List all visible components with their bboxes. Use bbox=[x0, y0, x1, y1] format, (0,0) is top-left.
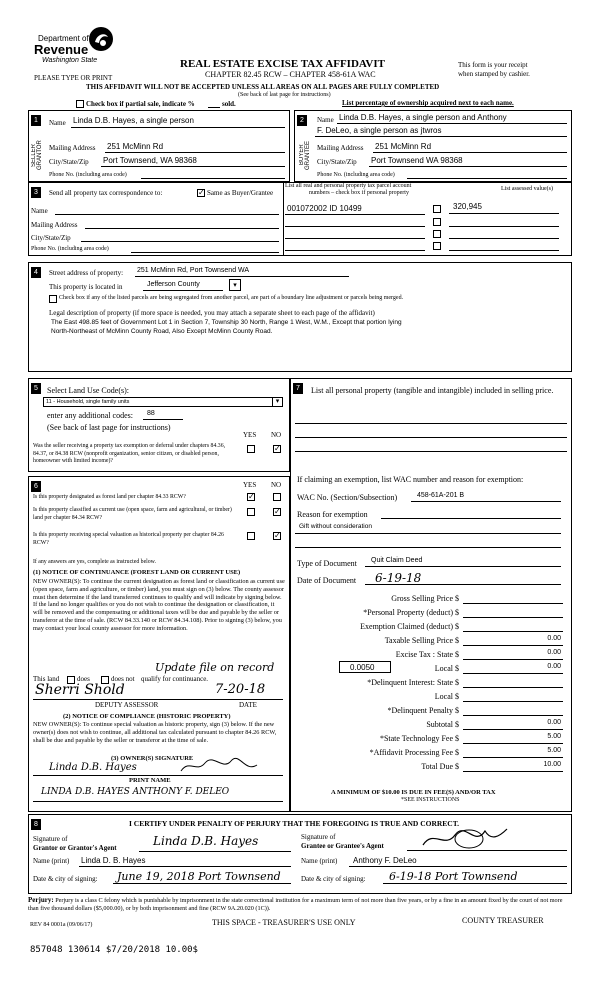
historic-yes-checkbox[interactable] bbox=[247, 532, 255, 540]
s3-mailing-label: Mailing Address bbox=[31, 221, 78, 229]
grantor-agent-label: Grantor or Grantor's Agent bbox=[33, 844, 117, 852]
buyer-name-1[interactable]: Linda D.B. Hayes, a single person and Anthony bbox=[339, 113, 507, 122]
fee-value[interactable]: 5.00 bbox=[547, 747, 561, 754]
fee-label: Subtotal $ bbox=[426, 720, 459, 729]
see-back-note: (See back of last page for instructions) bbox=[238, 92, 331, 98]
land-use-label: Select Land Use Code(s): bbox=[47, 386, 129, 395]
form-warning: THIS AFFIDAVIT WILL NOT BE ACCEPTED UNLESS ALL AREAS ON ALL PAGES ARE FULLY COMPLETED bbox=[86, 83, 440, 91]
partial-sale-label: Check box if partial sale, indicate % bbox=[86, 100, 195, 108]
legal-label: Legal description of property (if more space is needed, you may attach a separate sheet to each page of the affidavit) bbox=[49, 309, 375, 317]
minimum-due-note: A MINIMUM OF $10.00 IS DUE IN FEE(S) AND/OR TAX bbox=[331, 789, 496, 796]
fee-label: *Delinquent Interest: State $ bbox=[367, 678, 459, 687]
grantee-date-city[interactable]: 6-19-18 Port Townsend bbox=[389, 870, 518, 883]
fee-value[interactable]: 0.00 bbox=[547, 649, 561, 656]
doc-type[interactable]: Quit Claim Deed bbox=[371, 557, 423, 564]
send-correspondence-label: Send all property tax correspondence to: bbox=[49, 189, 163, 197]
revenue-swirl-icon bbox=[88, 26, 114, 52]
section-number: 5 bbox=[31, 383, 41, 394]
grantee-name[interactable]: Anthony F. DeLeo bbox=[353, 856, 417, 865]
section-number: 1 bbox=[31, 115, 41, 126]
section-5-land-use bbox=[28, 378, 290, 472]
assessed-value[interactable]: 320,945 bbox=[453, 202, 482, 211]
forest-question: Is this property designated as forest land per chapter 84.33 RCW? bbox=[33, 494, 186, 500]
parcel-number[interactable]: 001072002 ID 10499 bbox=[287, 204, 362, 213]
form-title: REAL ESTATE EXCISE TAX AFFIDAVIT bbox=[180, 58, 385, 70]
forest-no-checkbox[interactable] bbox=[273, 493, 281, 501]
fee-value[interactable]: 0.00 bbox=[547, 635, 561, 642]
assessed-header: List assessed value(s) bbox=[501, 186, 553, 192]
deputy-date: 7-20-18 bbox=[215, 682, 266, 697]
grantor-date-label: Date & city of signing: bbox=[33, 875, 98, 883]
forest-yes-checkbox[interactable]: ✓ bbox=[248, 492, 255, 501]
legal-line-2[interactable]: North-Northeast of McMinn County Road, Also Except McMinn County Road. bbox=[51, 328, 273, 335]
section-7-exemption-fees bbox=[290, 378, 572, 812]
buyer-name-2[interactable]: F. DeLeo, a single person as jtwros bbox=[317, 126, 442, 135]
wac-label: WAC No. (Section/Subsection) bbox=[297, 493, 398, 502]
additional-codes[interactable]: 88 bbox=[147, 410, 155, 417]
seller-mailing-label: Mailing Address bbox=[49, 144, 96, 152]
grantee-date-label: Date & city of signing: bbox=[301, 875, 366, 883]
fee-label: Local $ bbox=[434, 664, 459, 673]
buyer-mailing-label: Mailing Address bbox=[317, 144, 364, 152]
buyer-mailing[interactable]: 251 McMinn Rd bbox=[375, 142, 432, 151]
personal-property-checkbox-2[interactable] bbox=[433, 218, 441, 226]
segregate-checkbox[interactable] bbox=[49, 295, 57, 303]
section-4-property bbox=[28, 262, 572, 372]
notice1-text: NEW OWNER(S): To continue the current designation as forest land or classification as current use (open space, farm and agriculture, or timber) land, you must sign on (3) below. The county assessor must then determine if the land transferred continues to qualify and will indicate by signing below. If the land no longer qualifies or you do not wish to continue the designation or classification, it will be removed and the compensating or additional taxes will be due and payable by the seller or transferor at the time of sale. (RCW 84.33.140 or RCW 84.34.108). Prior to signing (3) below, you may contact your local county assessor for more information. bbox=[33, 578, 285, 632]
handwritten-note: Update file on record bbox=[155, 661, 275, 674]
wac-number[interactable]: 458-61A-201 B bbox=[417, 492, 465, 499]
print-note: PLEASE TYPE OR PRINT bbox=[34, 74, 113, 82]
form-number: REV 84 0001a (09/06/17) bbox=[30, 922, 93, 928]
s3-phone-label: Phone No. (including area code) bbox=[31, 246, 109, 252]
section-2-buyer bbox=[294, 110, 572, 182]
if-yes-note: If any answers are yes, complete as instructed below. bbox=[33, 559, 156, 565]
qualify-label: qualify for continuance. bbox=[141, 675, 209, 683]
ownership-note: List percentage of ownership acquired next to each name. bbox=[342, 99, 514, 107]
deputy-date-label: DATE bbox=[239, 701, 257, 709]
buyer-side-label: BUYER GRANTEE bbox=[299, 140, 311, 170]
parcel-header-2: numbers – check box if personal property bbox=[309, 190, 409, 196]
revenue-logo bbox=[34, 26, 128, 66]
street-label: Street address of property: bbox=[49, 269, 124, 277]
reason[interactable]: Gift without consideration bbox=[299, 523, 372, 530]
dept-line1: Department of bbox=[38, 34, 89, 43]
notice1-title: (1) NOTICE OF CONTINUANCE (FOREST LAND OR CURRENT USE) bbox=[33, 569, 241, 576]
buyer-city[interactable]: Port Townsend WA 98368 bbox=[371, 156, 463, 165]
deputy-signature: Sherri Shold bbox=[35, 682, 125, 698]
fee-value[interactable]: 5.00 bbox=[547, 733, 561, 740]
exemption-question: Was the seller receiving a property tax exemption or deferral under chapters 84.36, 84.37, or 84.38 RCW (nonprofit organization, senior citizen, or disabled person, homeowner with limited income)? bbox=[33, 443, 226, 464]
does-not-label: does not bbox=[111, 675, 135, 683]
street-address[interactable]: 251 McMinn Rd, Port Townsend WA bbox=[137, 267, 250, 274]
grantee-name-label: Name (print) bbox=[301, 857, 338, 865]
fee-label: *State Technology Fee $ bbox=[379, 734, 459, 743]
fee-label: *Personal Property (deduct) $ bbox=[363, 608, 459, 617]
buyer-phone-label: Phone No. (including area code) bbox=[317, 172, 395, 178]
seller-name[interactable]: Linda D.B. Hayes, a single person bbox=[73, 116, 194, 125]
s3-city-label: City/State/Zip bbox=[31, 234, 71, 242]
buyer-city-label: City/State/Zip bbox=[317, 158, 357, 166]
personal-property-checkbox-1[interactable] bbox=[433, 205, 441, 213]
s5-yes-header: YES bbox=[243, 431, 257, 439]
s6-yes-header: YES bbox=[243, 481, 257, 489]
personal-property-label: List all personal property (tangible and intangible) included in selling price. bbox=[311, 386, 554, 395]
additional-codes-label: enter any additional codes: bbox=[47, 411, 133, 420]
receipt-note-1: This form is your receipt bbox=[458, 61, 528, 69]
buyer-name-label: Name bbox=[317, 116, 334, 124]
fee-label: Taxable Selling Price $ bbox=[384, 636, 459, 645]
does-label: does bbox=[77, 675, 90, 683]
notice2-text: NEW OWNER(S): To continue special valuation as historic property, sign (3) below. If the new owner(s) does not wish to continue, all additional tax calculated pursuant to chapter 84.26 RCW, shall be due and payable by the seller or transferor at the time of sale. bbox=[33, 721, 277, 744]
personal-property-checkbox-3[interactable] bbox=[433, 230, 441, 238]
land-use-value: 11 - Household, single family units bbox=[46, 399, 130, 405]
notice2-title: (2) NOTICE OF COMPLIANCE (HISTORIC PROPERTY) bbox=[63, 713, 231, 720]
located-label: This property is located in bbox=[49, 283, 123, 291]
same-as-buyer-checkbox[interactable]: ✓ bbox=[198, 188, 205, 197]
exemption-yes-checkbox[interactable] bbox=[247, 445, 255, 453]
cashier-stamp: 857048 130614 $7/20/2018 10.00$ bbox=[30, 945, 198, 955]
sold-label: sold. bbox=[222, 100, 236, 108]
seller-mailing[interactable]: 251 McMinn Rd bbox=[107, 142, 164, 151]
local-rate-box[interactable] bbox=[339, 661, 391, 673]
current-use-question: Is this property classified as current use (open space, farm and agricultural, or timber) land per chapter 84.34 RCW? bbox=[33, 507, 232, 521]
seller-city-label: City/State/Zip bbox=[49, 158, 89, 166]
print-name-label: PRINT NAME bbox=[129, 777, 171, 784]
county-treasurer-label: COUNTY TREASURER bbox=[462, 916, 544, 925]
owner-signature-2-icon bbox=[179, 757, 259, 775]
county[interactable]: Jefferson County bbox=[147, 281, 200, 288]
section-1-seller bbox=[28, 110, 290, 182]
receipt-note-2: when stamped by cashier. bbox=[458, 70, 530, 78]
land-use-select[interactable] bbox=[43, 397, 283, 407]
treasurer-use-label: THIS SPACE - TREASURER'S USE ONLY bbox=[212, 918, 356, 927]
current-use-yes-checkbox[interactable] bbox=[247, 508, 255, 516]
s3-name-label: Name bbox=[31, 207, 48, 215]
s6-no-header: NO bbox=[271, 481, 282, 489]
grantor-name[interactable]: Linda D. B. Hayes bbox=[81, 856, 146, 865]
parcel-header-1: List all real and personal property tax parcel account bbox=[285, 183, 412, 189]
print-name: LINDA D.B. HAYES ANTHONY F. DELEO bbox=[41, 787, 230, 797]
fee-value[interactable]: 10.00 bbox=[543, 761, 561, 768]
section-number: 2 bbox=[297, 115, 307, 126]
chevron-down-icon: ▾ bbox=[272, 397, 282, 406]
exemption-no-checkbox[interactable]: ✓ bbox=[274, 444, 281, 453]
grantee-signature-icon bbox=[419, 825, 509, 851]
grantee-sig-of: Signature of bbox=[301, 833, 336, 841]
see-instructions-note: *SEE INSTRUCTIONS bbox=[401, 797, 460, 803]
doc-date-label: Date of Document bbox=[297, 576, 357, 585]
deputy-assessor-label: DEPUTY ASSESSOR bbox=[95, 701, 159, 709]
same-as-buyer-label: Same as Buyer/Grantee bbox=[207, 189, 274, 197]
partial-percent-line bbox=[208, 107, 220, 108]
dept-line3: Washington State bbox=[42, 57, 98, 64]
county-dropdown-icon[interactable]: ▾ bbox=[229, 279, 241, 291]
section-number: 4 bbox=[31, 267, 41, 278]
fee-value[interactable]: 0.00 bbox=[547, 719, 561, 726]
legal-line-1[interactable]: The East 498.85 feet of Government Lot 1 in Section 7, Township 30 North, Range 1 West, W.M., Except that portion lying bbox=[51, 319, 402, 326]
fee-label: Gross Selling Price $ bbox=[391, 594, 459, 603]
perjury-label: Perjury: bbox=[28, 896, 54, 904]
grantor-name-label: Name (print) bbox=[33, 857, 70, 865]
fee-label: Excise Tax : State $ bbox=[395, 650, 459, 659]
perjury-notice bbox=[28, 896, 572, 913]
seller-city[interactable]: Port Townsend, WA 98368 bbox=[103, 156, 197, 165]
section-number: 8 bbox=[31, 819, 41, 830]
historic-question: Is this property receiving special valuation as historical property per chapter 84.26 RCW? bbox=[33, 532, 224, 546]
certify-statement: I CERTIFY UNDER PENALTY OF PERJURY THAT THE FOREGOING IS TRUE AND CORRECT. bbox=[129, 819, 460, 828]
fee-label: Total Due $ bbox=[421, 762, 459, 771]
historic-no-checkbox[interactable]: ✓ bbox=[274, 531, 281, 540]
section-3-correspondence bbox=[28, 182, 572, 256]
fee-label: *Delinquent Penalty $ bbox=[387, 706, 459, 715]
seller-name-label: Name bbox=[49, 119, 66, 127]
partial-sale-checkbox[interactable] bbox=[76, 100, 84, 108]
grantee-agent-label: Grantee or Grantee's Agent bbox=[301, 842, 384, 850]
seller-side-label: SELLER GRANTOR bbox=[31, 140, 43, 170]
section-number: 7 bbox=[293, 383, 303, 394]
exemption-claim-label: If claiming an exemption, list WAC number and reason for exemption: bbox=[297, 475, 524, 484]
seller-phone-label: Phone No. (including area code) bbox=[49, 172, 127, 178]
current-use-no-checkbox[interactable]: ✓ bbox=[274, 507, 281, 516]
fee-label: *Affidavit Processing Fee $ bbox=[369, 748, 459, 757]
this-land-label: This land bbox=[33, 675, 60, 683]
doc-type-label: Type of Document bbox=[297, 559, 357, 568]
grantor-sig-of: Signature of bbox=[33, 835, 68, 843]
segregate-label: Check box if any of the listed parcels are being segregated from another parcel, are part of a boundary line adjustment or parcels being merged. bbox=[59, 295, 404, 301]
personal-property-checkbox-4[interactable] bbox=[433, 242, 441, 250]
fee-label: Exemption Claimed (deduct) $ bbox=[360, 622, 459, 631]
section-6-forest-current-use bbox=[28, 476, 290, 812]
owner-signature: Linda D.B. Hayes bbox=[49, 762, 137, 773]
section-number: 3 bbox=[31, 187, 41, 198]
section-number: 6 bbox=[31, 481, 41, 492]
owner-signature-title: (3) OWNER(S) SIGNATURE bbox=[111, 755, 194, 762]
doc-date[interactable]: 6-19-18 bbox=[375, 571, 422, 585]
grantor-date-city[interactable]: June 19, 2018 Port Townsend bbox=[117, 870, 281, 883]
grantor-signature: Linda D.B. Hayes bbox=[153, 834, 259, 848]
fee-label: Local $ bbox=[434, 692, 459, 701]
form-chapter: CHAPTER 82.45 RCW – CHAPTER 458-61A WAC bbox=[205, 70, 376, 79]
reason-label: Reason for exemption bbox=[297, 510, 368, 519]
dept-line2: Revenue bbox=[34, 42, 89, 57]
s5-see-back: (See back of last page for instructions) bbox=[47, 423, 171, 432]
section-8-certification bbox=[28, 814, 572, 894]
s5-no-header: NO bbox=[271, 431, 282, 439]
local-rate: 0.0050 bbox=[350, 663, 375, 672]
perjury-text: Perjury is a class C felony which is punishable by imprisonment in the state correctional institution for a maximum term of not more than five years, or by a fine in an amount fixed by the court of not more than five thousand dollars ($5,000.00), or by both imprisonment and fine (RCW 9A.20.020 (1C)). bbox=[28, 897, 563, 912]
fee-value[interactable]: 0.00 bbox=[547, 663, 561, 670]
